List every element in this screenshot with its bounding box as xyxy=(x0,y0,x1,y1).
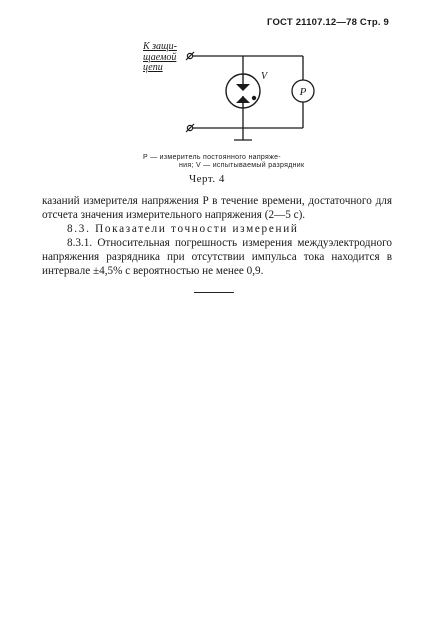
arrester-letter: V xyxy=(261,71,268,82)
terminal-top xyxy=(186,52,194,60)
surge-arrester-symbol xyxy=(226,74,260,108)
voltmeter-letter: P xyxy=(299,86,307,98)
paragraph-measurement: казаний измерителя напряжения P в течение времени, достаточного для отсчета значения измерительного напряжения (2—5 с). xyxy=(42,195,392,221)
caption-line-2: ния; V — испытываемый разрядник xyxy=(179,162,305,169)
section-divider xyxy=(194,292,234,293)
terminal-bottom xyxy=(186,124,194,132)
paragraph-accuracy: 8.3.1. Относительная погрешность измерения междуэлектродного напряжения разрядника при отсутствии импульса тока находится в интервале ±4,5% с вероятностью не менее 0,9. xyxy=(42,237,392,277)
figure-caption xyxy=(143,154,333,170)
circuit-schematic xyxy=(0,0,427,200)
figure-label: Черт. 4 xyxy=(189,173,225,185)
circuit-label-line-3: цепи xyxy=(143,62,163,73)
circuit-label-line-2: щаемой xyxy=(143,51,177,63)
body-text xyxy=(42,194,392,278)
page-header: ГОСТ 21107.12—78 Стр. 9 xyxy=(266,17,389,28)
caption-line-1: P — измеритель постоянного напряже- xyxy=(143,154,281,161)
section-heading: 8.3. Показатели точности измерений xyxy=(67,223,299,235)
circuit-label-line-1: К защи- xyxy=(143,41,177,52)
